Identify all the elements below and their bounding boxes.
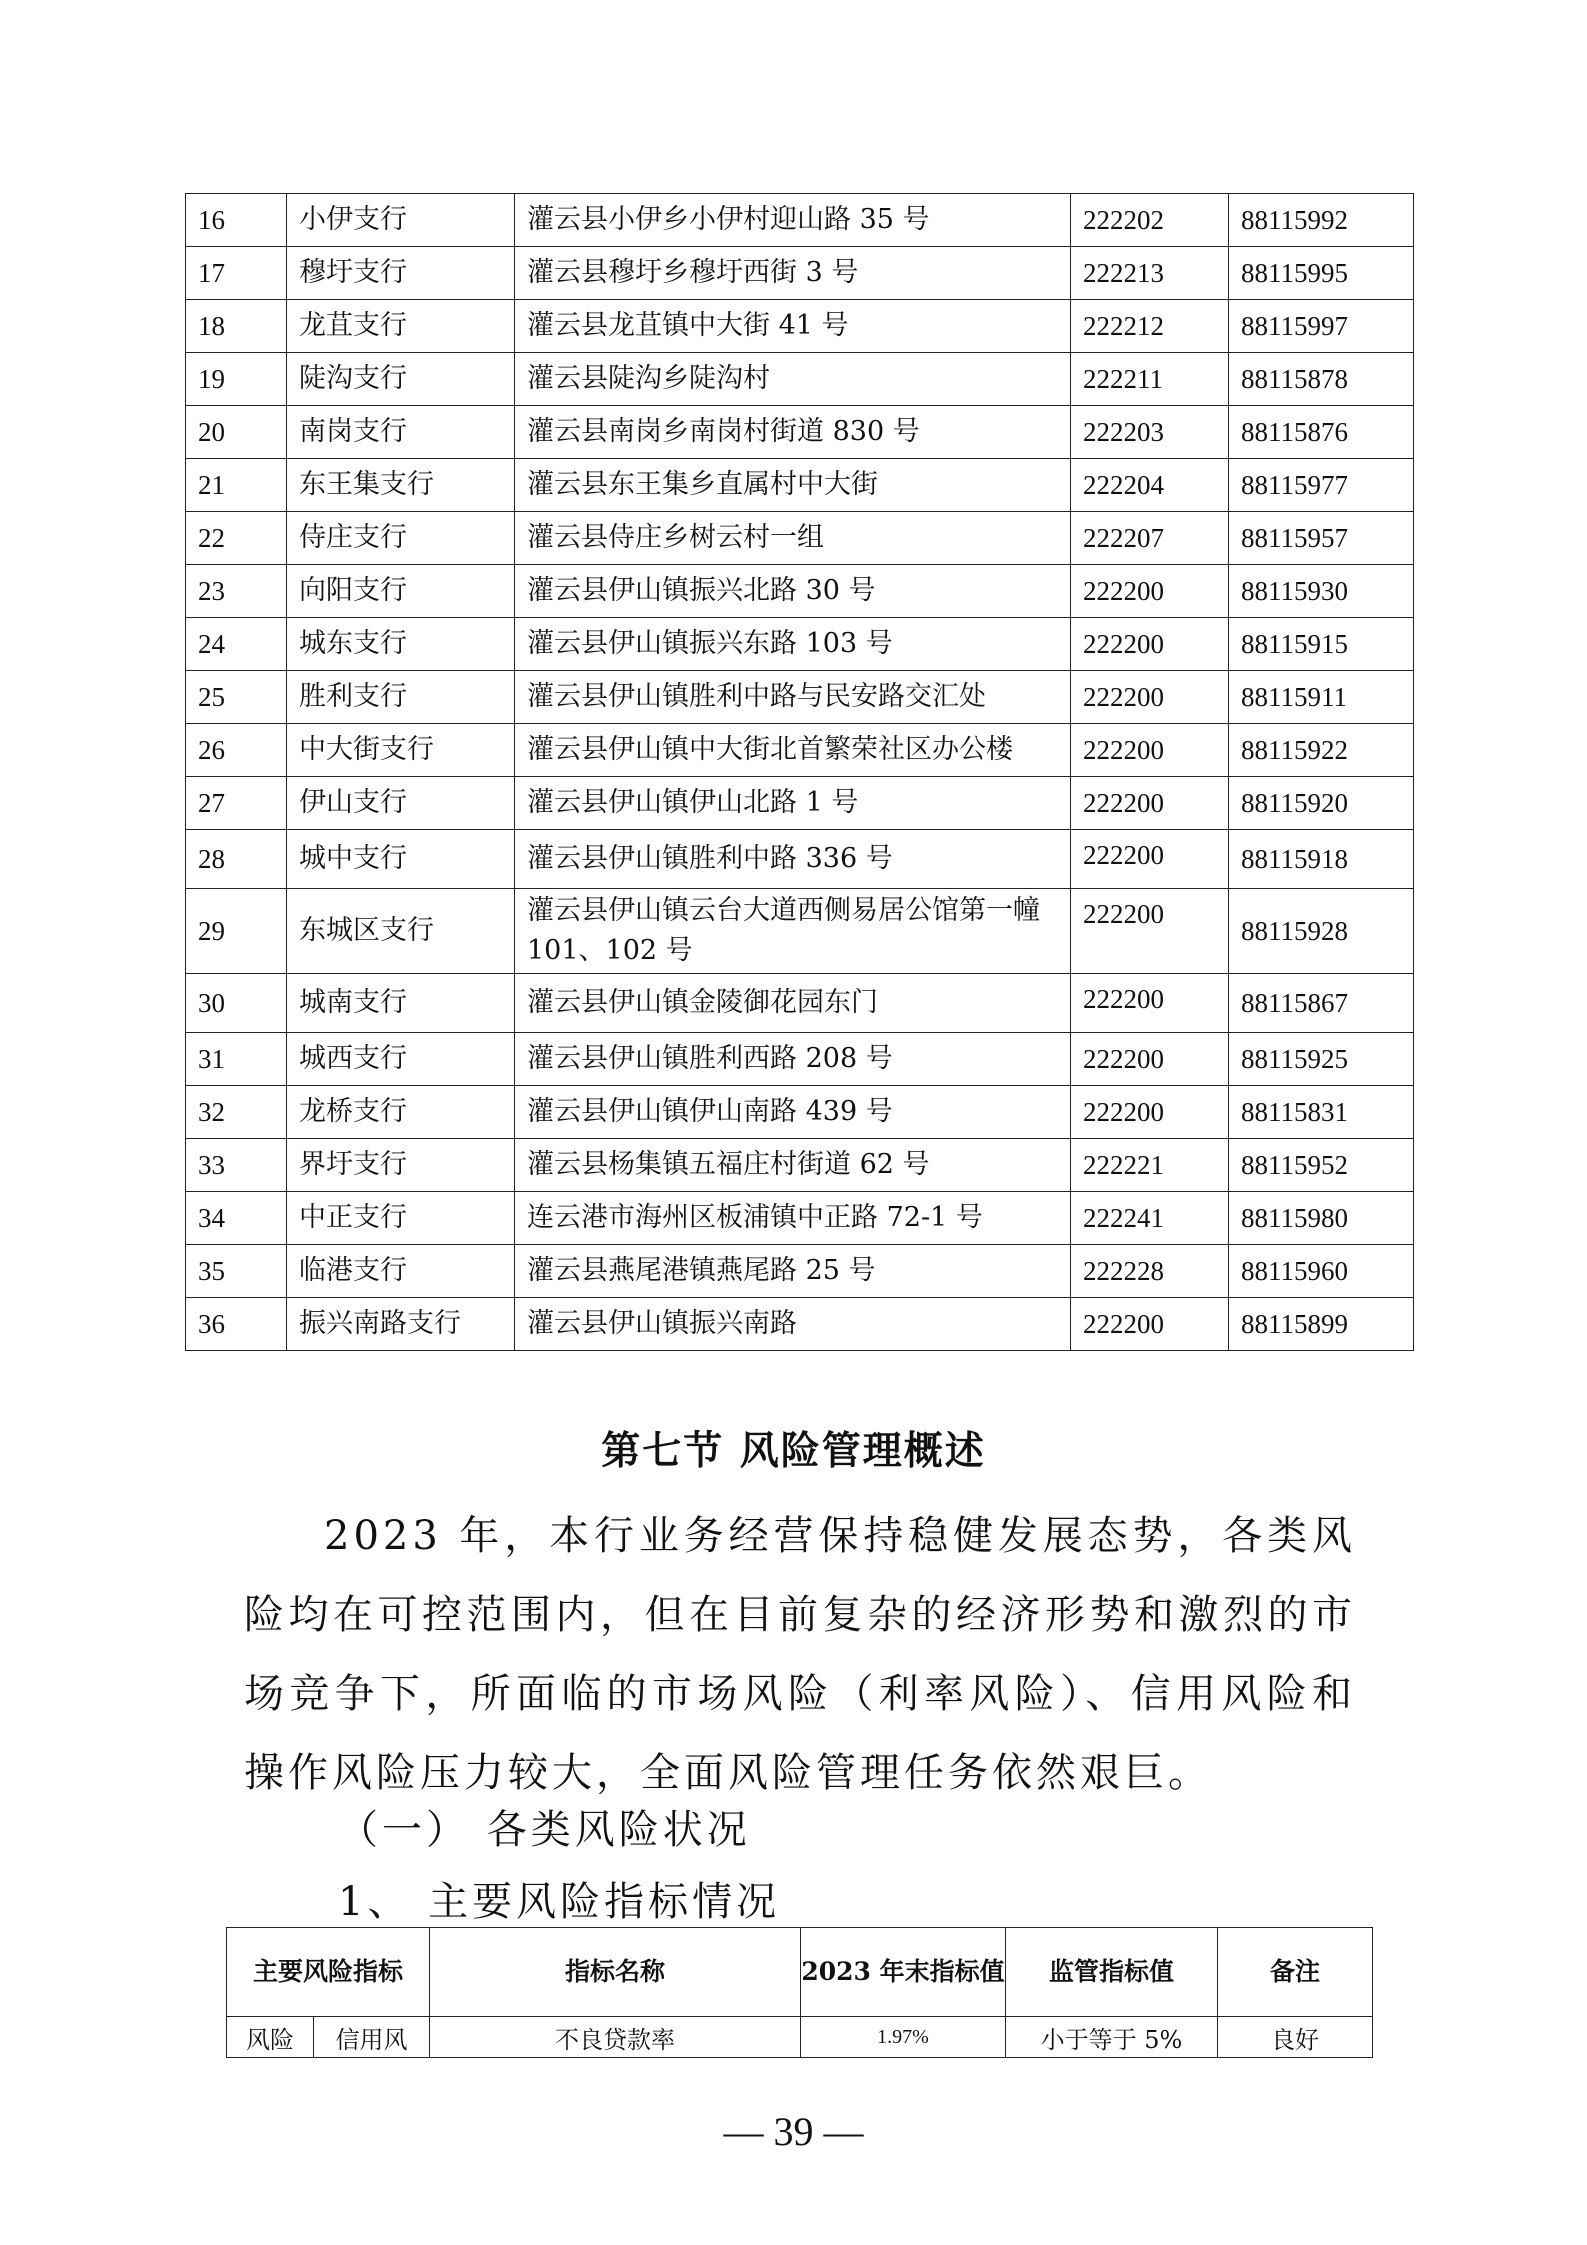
branch-phone: 88115960 [1229,1245,1414,1298]
risk-remark: 良好 [1218,2017,1373,2058]
branch-number: 33 [186,1139,287,1192]
table-row [186,830,1414,889]
table-row [186,565,1414,618]
branch-number: 18 [186,300,287,353]
branch-address: 灌云县伊山镇伊山南路 439 号 [515,1086,1071,1139]
branch-postcode: 222200 [1071,830,1229,889]
table-row [186,353,1414,406]
branch-name: 向阳支行 [287,565,515,618]
branch-phone: 88115918 [1229,830,1414,889]
risk-regulatory-value: 小于等于 5% [1006,2017,1218,2058]
branch-name: 穆圩支行 [287,247,515,300]
branch-postcode: 222200 [1071,724,1229,777]
branch-number: 30 [186,974,287,1033]
branch-name: 南岗支行 [287,406,515,459]
branch-number: 20 [186,406,287,459]
risk-subcategory: 信用风 [314,2017,430,2058]
branch-postcode: 222241 [1071,1192,1229,1245]
risk-table-header-row [227,1928,1373,2017]
header-indicator: 主要风险指标 [227,1928,430,2017]
branch-table-body [186,194,1414,1351]
branch-address: 灌云县伊山镇胜利中路与民安路交汇处 [515,671,1071,724]
risk-table-row [227,2017,1373,2058]
intro-paragraph: 2023 年，本行业务经营保持稳健发展态势，各类风险均在可控范围内，但在目前复杂的经济形势和激烈的市场竞争下，所面临的市场风险（利率风险）、信用风险和操作风险压力较大，全面风险管理任务依然艰巨。 [244,1513,1356,1796]
branch-number: 19 [186,353,287,406]
branch-address: 灌云县陡沟乡陡沟村 [515,353,1071,406]
branch-phone: 88115920 [1229,777,1414,830]
branch-address: 灌云县伊山镇金陵御花园东门 [515,974,1071,1033]
branch-postcode: 222200 [1071,671,1229,724]
table-row [186,618,1414,671]
branch-postcode: 222228 [1071,1245,1229,1298]
sub-heading: （一） 各类风险状况 [338,1807,751,1853]
branch-phone: 88115928 [1229,889,1414,974]
branch-number: 29 [186,889,287,974]
branch-name: 小伊支行 [287,194,515,247]
table-row [186,194,1414,247]
branch-postcode: 222221 [1071,1139,1229,1192]
branch-phone: 88115915 [1229,618,1414,671]
branch-address: 灌云县龙苴镇中大街 41 号 [515,300,1071,353]
branch-phone: 88115992 [1229,194,1414,247]
branch-postcode: 222200 [1071,889,1229,974]
branch-postcode: 222200 [1071,1298,1229,1351]
branch-number: 23 [186,565,287,618]
branch-phone: 88115876 [1229,406,1414,459]
branch-name: 城南支行 [287,974,515,1033]
table-row [186,247,1414,300]
branch-name: 城东支行 [287,618,515,671]
table-row [186,1192,1414,1245]
table-row [186,1033,1414,1086]
branch-postcode: 222200 [1071,618,1229,671]
branch-name: 龙苴支行 [287,300,515,353]
table-row [186,974,1414,1033]
header-name: 指标名称 [430,1928,801,2017]
branch-number: 36 [186,1298,287,1351]
branch-phone: 88115952 [1229,1139,1414,1192]
branch-name: 胜利支行 [287,671,515,724]
table-row [186,1298,1414,1351]
branch-address: 灌云县伊山镇振兴南路 [515,1298,1071,1351]
table-row [186,1139,1414,1192]
branch-phone: 88115925 [1229,1033,1414,1086]
sub-sub-heading: 1、 主要风险指标情况 [338,1879,781,1925]
section-title: 第七节 风险管理概述 [601,1428,986,1474]
table-row [186,300,1414,353]
table-row [186,1245,1414,1298]
table-row [186,671,1414,724]
branch-name: 中大街支行 [287,724,515,777]
table-row [186,406,1414,459]
branch-number: 17 [186,247,287,300]
branch-postcode: 222211 [1071,353,1229,406]
table-row [186,777,1414,830]
branch-address: 灌云县侍庄乡树云村一组 [515,512,1071,565]
branch-number: 27 [186,777,287,830]
branch-phone: 88115957 [1229,512,1414,565]
header-regulatory: 监管指标值 [1006,1928,1218,2017]
branch-postcode: 222200 [1071,1086,1229,1139]
branch-postcode: 222203 [1071,406,1229,459]
header-value: 2023 年末指标值 [801,1928,1006,2017]
branch-name: 城中支行 [287,830,515,889]
branch-name: 中正支行 [287,1192,515,1245]
risk-category: 风险 [227,2017,314,2058]
branch-name: 伊山支行 [287,777,515,830]
branch-name: 临港支行 [287,1245,515,1298]
branch-phone: 88115899 [1229,1298,1414,1351]
branch-name: 界圩支行 [287,1139,515,1192]
branch-phone: 88115922 [1229,724,1414,777]
branch-phone: 88115930 [1229,565,1414,618]
branch-address: 灌云县伊山镇胜利西路 208 号 [515,1033,1071,1086]
branch-address: 灌云县伊山镇伊山北路 1 号 [515,777,1071,830]
branch-postcode: 222200 [1071,777,1229,830]
table-row [186,724,1414,777]
branch-number: 35 [186,1245,287,1298]
branch-phone: 88115997 [1229,300,1414,353]
branch-name: 龙桥支行 [287,1086,515,1139]
branch-postcode: 222213 [1071,247,1229,300]
branch-address: 灌云县伊山镇云台大道西侧易居公馆第一幢 101、102 号 [515,889,1071,974]
branch-address: 灌云县伊山镇中大街北首繁荣社区办公楼 [515,724,1071,777]
branch-number: 24 [186,618,287,671]
header-remark: 备注 [1218,1928,1373,2017]
branch-phone: 88115980 [1229,1192,1414,1245]
branch-table [185,193,1414,1351]
table-row [186,1086,1414,1139]
branch-name: 东王集支行 [287,459,515,512]
risk-indicator-table [226,1927,1373,2058]
branch-address: 灌云县穆圩乡穆圩西街 3 号 [515,247,1071,300]
table-row [186,512,1414,565]
branch-address: 灌云县南岗乡南岗村街道 830 号 [515,406,1071,459]
branch-name: 侍庄支行 [287,512,515,565]
page-number: — 39 — [723,2109,864,2154]
branch-number: 22 [186,512,287,565]
branch-number: 28 [186,830,287,889]
branch-postcode: 222207 [1071,512,1229,565]
branch-phone: 88115878 [1229,353,1414,406]
risk-indicator-name: 不良贷款率 [430,2017,801,2058]
branch-phone: 88115867 [1229,974,1414,1033]
branch-number: 32 [186,1086,287,1139]
branch-number: 31 [186,1033,287,1086]
branch-phone: 88115977 [1229,459,1414,512]
branch-name: 东城区支行 [287,889,515,974]
branch-phone: 88115995 [1229,247,1414,300]
branch-name: 城西支行 [287,1033,515,1086]
branch-address: 连云港市海州区板浦镇中正路 72-1 号 [515,1192,1071,1245]
branch-phone: 88115911 [1229,671,1414,724]
table-row [186,459,1414,512]
branch-postcode: 222212 [1071,300,1229,353]
table-row [186,889,1414,974]
branch-address: 灌云县伊山镇胜利中路 336 号 [515,830,1071,889]
branch-address: 灌云县伊山镇振兴北路 30 号 [515,565,1071,618]
branch-address: 灌云县杨集镇五福庄村街道 62 号 [515,1139,1071,1192]
branch-address: 灌云县燕尾港镇燕尾路 25 号 [515,1245,1071,1298]
branch-postcode: 222200 [1071,565,1229,618]
branch-number: 21 [186,459,287,512]
branch-number: 25 [186,671,287,724]
risk-indicator-value: 1.97% [801,2017,1006,2058]
branch-address: 灌云县伊山镇振兴东路 103 号 [515,618,1071,671]
branch-number: 16 [186,194,287,247]
branch-postcode: 222202 [1071,194,1229,247]
branch-name: 振兴南路支行 [287,1298,515,1351]
branch-postcode: 222200 [1071,974,1229,1033]
branch-address: 灌云县小伊乡小伊村迎山路 35 号 [515,194,1071,247]
branch-postcode: 222200 [1071,1033,1229,1086]
branch-name: 陡沟支行 [287,353,515,406]
branch-postcode: 222204 [1071,459,1229,512]
branch-number: 26 [186,724,287,777]
branch-phone: 88115831 [1229,1086,1414,1139]
branch-number: 34 [186,1192,287,1245]
branch-address: 灌云县东王集乡直属村中大街 [515,459,1071,512]
